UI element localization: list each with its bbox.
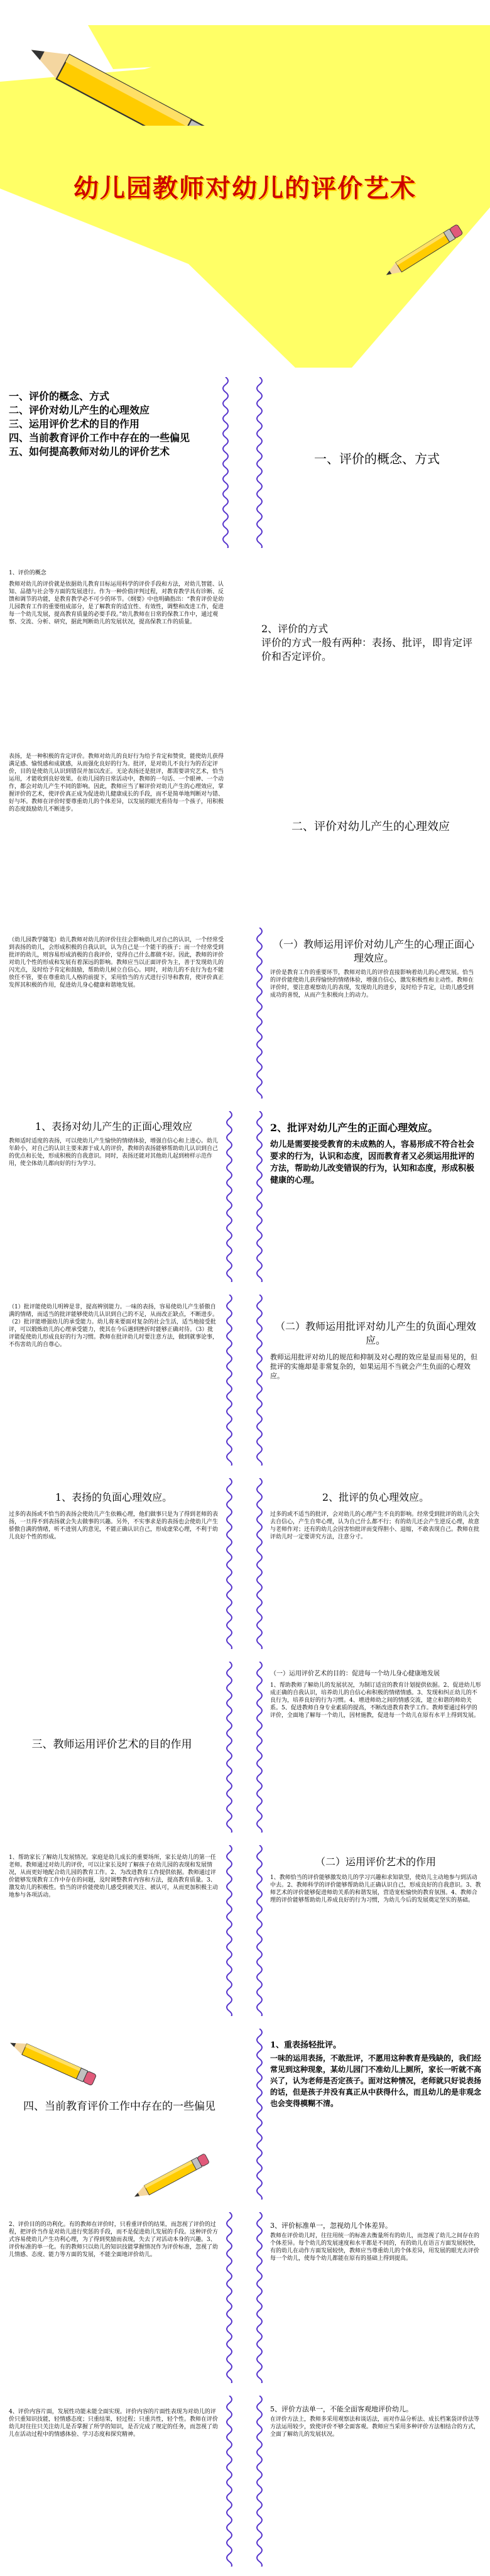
section-heading: 四、当前教育评价工作中存在的一些偏见	[23, 2100, 215, 2113]
body-text: 评价的方式一般有两种：表扬、批评，即肯定评价和否定评价。	[261, 637, 473, 662]
content-slide	[0, 1845, 239, 2016]
spiral-binding-icon	[254, 1478, 265, 1649]
slide-text	[270, 2222, 481, 2262]
content-slide	[251, 561, 490, 732]
body-text: 过多的表扬或不恰当的表扬会使幼儿产生依赖心理，他们做事只是为了得到老师的表扬，一旦得不到表扬就会失去做事的兴趣。另外，不实事求是的表扬也会使幼儿产生骄傲自满的情绪，听不进别人的意见，不能正确认识自己，形成虚荣心理，不利于幼儿良好个性的形成。	[9, 1511, 219, 1540]
slide-text	[270, 1320, 481, 1381]
spiral-binding-icon	[254, 1295, 265, 1466]
content-slide	[0, 1295, 239, 1466]
sub-heading: 1、表扬的负面心理效应。	[55, 1491, 173, 1503]
content-slide	[0, 928, 239, 1099]
slide-text	[270, 1670, 481, 1719]
section-heading: 二、评价对幼儿产生的心理效应	[291, 820, 450, 833]
slide-text	[270, 2039, 481, 2109]
body-text: 教师对幼儿的评价就是依据幼儿教育目标运用科学的评价手段和方法，对幼儿智能、认知、品德与社会等方面的发展进行。作为一种价值评判过程，对教育教学具有诊断、反馈和调节的功能，是教育教学必不可少的环节。《纲要》中也明确指出：“教育评价是幼儿园教育工作的重要组成部分，是了解教育的适宜性、有效性，调整和改进工作，促进每一个幼儿发展，提高教育质量的必要手段。”幼儿教师在日常的保教工作中，通过观察、交流、分析、研究，据此判断幼儿的发展状况，提高保教工作的质量。	[9, 581, 224, 625]
spiral-binding-icon	[224, 1662, 235, 1833]
spiral-binding-icon	[254, 928, 265, 1099]
toc-slide	[0, 377, 239, 548]
content-slide	[251, 1662, 490, 1833]
content-slide	[251, 2029, 490, 2200]
sub-heading: 3、评价标准单一，忽视幼儿个体差异。	[270, 2222, 392, 2230]
slide-text	[261, 622, 479, 664]
section-slide	[251, 744, 490, 915]
spiral-binding-icon	[220, 377, 231, 548]
slide-text	[270, 1121, 481, 1187]
toc-item[interactable]: 四、当前教育评价工作中存在的一些偏见	[9, 432, 190, 444]
slide-text	[270, 1855, 481, 1904]
body-text: 在评价方法上，教师多采用观察法和谈话法，而对作品分析法、成长档案袋评价法等方法运用较少，致使评价不够全面客观。教师应当采用多种评价方法相结合的方式，全面了解幼儿的发展状况。	[270, 2416, 480, 2438]
spiral-binding-icon	[224, 2212, 235, 2383]
body-text: 评价是教育工作的重要环节，教师对幼儿的评价直接影响着幼儿的心理发展。恰当的评价能使幼儿获得愉快的情绪体验，增强自信心，激发积极性和主动性。教师在评价时，要注意观察幼儿的表现，发现幼儿的进步，及时给予肯定，让幼儿感受到成功的喜悦，从而产生积极向上的动力。	[270, 970, 474, 999]
section-slide	[0, 1662, 239, 1833]
body-text: 一味的运用表扬，不敢批评，不愿用这种教育是残缺的，我们经常见到这种现象，某幼儿园门不准幼儿上厕所，家长一听就不高兴了，认为老师是否定孩子。面对这种情况，老师就只好说表扬的话，但是孩子并没有真正从中获得什么，而且幼儿的是非观念也会变得模糊不清。	[270, 2054, 482, 2108]
cover-slide	[0, 0, 490, 368]
toc-list	[9, 390, 216, 459]
content-slide	[251, 1845, 490, 2016]
sub-heading: 1、表扬对幼儿产生的正面心理效应	[35, 1121, 193, 1132]
section-slide	[251, 377, 490, 548]
spiral-binding-icon	[254, 1111, 265, 1282]
body-text: 教师运用批评对幼儿的规范和抑制及对心理的效应是显而易见的，但批评的实施却是非常复杂的，如果运用不当就会产生负面的心理效应。	[270, 1353, 477, 1380]
spiral-binding-icon	[254, 2212, 265, 2383]
body-text: 教师适时适度的表扬，可以使幼儿产生愉快的情绪体验，增强自信心和上进心。幼儿年龄小，对自己的认识主要来源于成人的评价，教师的表扬能够帮助幼儿认识到自己的优点和长处，形成积极的自我意识。同时，表扬还能对其他幼儿起到榜样示范作用，使全体幼儿都向好的行为学习。	[9, 1138, 219, 1167]
sub-heading: （二）教师运用批评对幼儿产生的负面心理效应。	[275, 1320, 476, 1346]
toc-item[interactable]: 五、如何提高教师对幼儿的评价艺术	[9, 446, 170, 458]
sub-heading: （二）运用评价艺术的作用	[315, 1856, 436, 1868]
content-slide	[251, 928, 490, 1099]
section-slide	[0, 2029, 239, 2200]
body-text: 教师在评价幼儿时，往往用统一的标准去衡量所有的幼儿，而忽视了幼儿之间存在的个体差异。每个幼儿的发展速度和水平都是不同的，有的幼儿在语言方面发展较快，有的幼儿在动作方面发展较快，教师应当尊重幼儿的个体差异，用发展的眼光去评价每一个幼儿，使每个幼儿都能在原有的基础上得到提高。	[270, 2233, 480, 2262]
sub-heading: 5、评价方法单一，不能全面客观地评价幼儿。	[270, 2405, 413, 2413]
spiral-binding-icon	[224, 1295, 235, 1466]
body-text: 幼儿是需要接受教育的未成熟的人，容易形成不符合社会要求的行为，认识和态度，因而教育者又必须运用批评的方法，帮助幼儿改变错误的行为，认知和态度，形成积极健康的心理。	[270, 1140, 475, 1185]
pencil-icon	[377, 214, 484, 283]
slide-text	[270, 938, 477, 999]
content-slide	[251, 1295, 490, 1466]
sub-heading: 2、批评对幼儿产生的正面心理效应。	[270, 1122, 438, 1134]
spiral-binding-icon	[224, 1845, 235, 2016]
spiral-binding-icon	[254, 1845, 265, 2016]
toc-item[interactable]: 二、评价对幼儿产生的心理效应	[9, 404, 150, 416]
body-text: 表扬，是一种积极的肯定评价。教师对幼儿的良好行为给予肯定和赞赏，能使幼儿获得满足感、愉悦感和成就感，从而强化良好的行为。批评，是对幼儿不良行为的否定评价，目的是使幼儿认识到错误并加以改正。无论表扬还是批评，都需要讲究艺术，恰当运用，才能收到良好效果。在幼儿园的日常活动中，教师的一句话、一个眼神、一个动作，都会对幼儿产生不同的影响。因此，教师应当了解评价对幼儿产生的心理效应，掌握评价的艺术，使评价真正成为促进幼儿健康成长的手段，而不是简单地判断对与错、好与坏。教师在评价时要尊重幼儿的个体差异，以发展的眼光看待每一个孩子，用积极的态度鼓励幼儿不断进步。	[9, 754, 224, 813]
content-slide	[251, 1478, 490, 1649]
pencil-icon	[6, 2031, 119, 2088]
sub-heading: 2、批评的负心理效应。	[322, 1491, 430, 1503]
content-slide	[0, 1111, 239, 1282]
slide-text	[9, 1491, 219, 1541]
content-slide	[0, 2396, 239, 2567]
content-slide	[251, 2212, 490, 2383]
toc-item[interactable]: 一、评价的概念、方式	[9, 390, 110, 402]
pencil-icon	[126, 2148, 232, 2198]
slide-text	[270, 1491, 481, 1541]
sub-heading: 1、重表扬轻批评。	[270, 2041, 342, 2050]
spiral-binding-icon	[254, 2029, 265, 2200]
body-text: 1、帮助教师了解幼儿的发展状况，为制订适宜的教育计划提供依据。2、促进幼儿形成正确的自我认识，培养幼儿的自信心和积极的情绪情感。3、发现和纠正幼儿的不良行为，培养良好的行为习惯。4、增进师幼之间的情感交流，建立和谐的师幼关系。5、促进教师自身专业素质的提高，不断改进教育教学工作。教师要通过科学的评价，全面地了解每一个幼儿，因材施教，促进每一个幼儿在原有水平上得到发展。	[270, 1682, 481, 1719]
content-slide	[0, 1478, 239, 1649]
section-heading: 一、评价的概念、方式	[314, 451, 440, 466]
body-text: 2、评价目的的功利化。有的教师在评价时，只看重评价的结果，而忽视了评价的过程，把评价当作是对幼儿进行奖惩的手段，而不是促进幼儿发展的手段。这种评价方式容易使幼儿产生功利心理，为了得到奖励而表现，失去了对活动本身的兴趣。3、评价标准的单一化。有的教师只以幼儿的知识技能掌握情况作为评价标准，忽视了幼儿情感、态度、能力等方面的发展，不能全面地评价幼儿。	[9, 2222, 219, 2258]
spiral-binding-icon	[224, 1478, 235, 1649]
content-slide	[0, 744, 239, 915]
toc-item[interactable]: 三、运用评价艺术的目的作用	[9, 418, 140, 430]
spiral-binding-icon	[224, 1111, 235, 1282]
spiral-binding-icon	[254, 1662, 265, 1833]
spiral-binding-icon	[254, 2396, 265, 2567]
content-slide	[0, 2212, 239, 2383]
body-text: （幼儿园教学随笔）幼儿教师对幼儿的评价往往会影响幼儿对自己的认识，一个经常受到表扬的幼儿，会形成积极的自我认识，认为自己是一个能干的孩子；而一个经常受到批评的幼儿，则容易形成消极的自我评价，觉得自己什么都做不好。因此，教师的评价对幼儿个性的形成和发展有着深远的影响。教师应当以正面评价为主，善于发现幼儿的闪光点，及时给予肯定和鼓励，帮助幼儿树立自信心。同时，对幼儿的不良行为也不能放任不管，要在尊重幼儿人格的前提下，采用恰当的方式进行引导和教育，使评价真正发挥其积极的作用，促进幼儿身心健康和谐地发展。	[9, 937, 224, 989]
sub-heading: 2、评价的方式	[261, 623, 329, 635]
body-text: 1、教师恰当的评价能够激发幼儿的学习兴趣和求知欲望，使幼儿主动地参与到活动中去。2、教师科学的评价能够帮助幼儿正确认识自己，形成良好的自我意识。3、教师艺术的评价能够促进师幼关系的和谐发展，营造宽松愉快的教育氛围。4、教师合理的评价能够帮助幼儿养成良好的行为习惯，为幼儿今后的发展奠定坚实的基础。	[270, 1875, 481, 1904]
spiral-binding-icon	[254, 377, 265, 548]
sub-heading: （一）教师运用评价对幼儿产生的心理正面心理效应。	[273, 938, 474, 964]
content-slide	[251, 1111, 490, 1282]
bullet-heading: 1、评价的概念	[9, 570, 46, 576]
content-slide	[0, 561, 239, 732]
cover-title: 幼儿园教师对幼儿的评价艺术	[74, 173, 416, 203]
spiral-binding-icon	[224, 2396, 235, 2567]
slide-text	[9, 569, 226, 626]
pencil-icon	[13, 13, 276, 126]
slide-text	[9, 1120, 219, 1168]
section-heading: 三、教师运用评价艺术的目的作用	[31, 1738, 192, 1751]
body-text: 4、评价内容片面，发展性功能未能全面实现。评价内容的片面性表现为对幼儿的评价只重知识技能，轻情感态度；只重结果，轻过程；只重共性，轻个性。教师在评价幼儿时往往只关注幼儿是否掌握了所学的知识，是否完成了规定的任务，而忽视了幼儿在活动过程中的情感体验、学习态度和探究精神。	[9, 2409, 219, 2438]
body-text: 1、帮助家长了解幼儿发展情况。家庭是幼儿成长的重要场所，家长是幼儿的第一任老师。教师通过对幼儿的评价，可以让家长及时了解孩子在幼儿园的表现和发展情况，从而更好地配合幼儿园的教育工作。2、为改进教育工作提供依据。教师通过评价能够发现教育工作中存在的问题，及时调整教育内容和方法，提高教育质量。3、激发幼儿的积极性。恰当的评价能使幼儿感受到被关注、被认可，从而更加积极主动地参与各项活动。	[9, 1855, 219, 1899]
slide-text	[270, 2406, 481, 2438]
body-text: （1）批评能使幼儿明辨是非，提高辨别能力。一味的表扬，容易使幼儿产生骄傲自满的情绪，而适当的批评能够使幼儿认识到自己的不足，从而改正缺点，不断进步。（2）批评能增强幼儿的承受能力。幼儿将来要面对复杂的社会生活，适当地接受批评，可以锻炼幼儿的心理承受能力，使其在今后遇到挫折时能够正确对待。（3）批评能促使幼儿形成良好的行为习惯。教师在批评幼儿时要注意方法，做到就事论事，不伤害幼儿的自尊心。	[9, 1304, 219, 1348]
sub-heading: （一）运用评价艺术的目的：促进每一个幼儿身心健康地发展	[270, 1670, 440, 1677]
body-text: 过多的或不适当的批评，会对幼儿的心理产生不良的影响。经常受到批评的幼儿会失去自信心，产生自卑心理，认为自己什么都不行；有的幼儿还会产生逆反心理，故意与老师作对；还有的幼儿会因害怕批评而变得胆小、退缩，不敢表现自己。教师在批评幼儿时一定要讲究方法，注意分寸。	[270, 1511, 480, 1540]
content-slide	[251, 2396, 490, 2567]
